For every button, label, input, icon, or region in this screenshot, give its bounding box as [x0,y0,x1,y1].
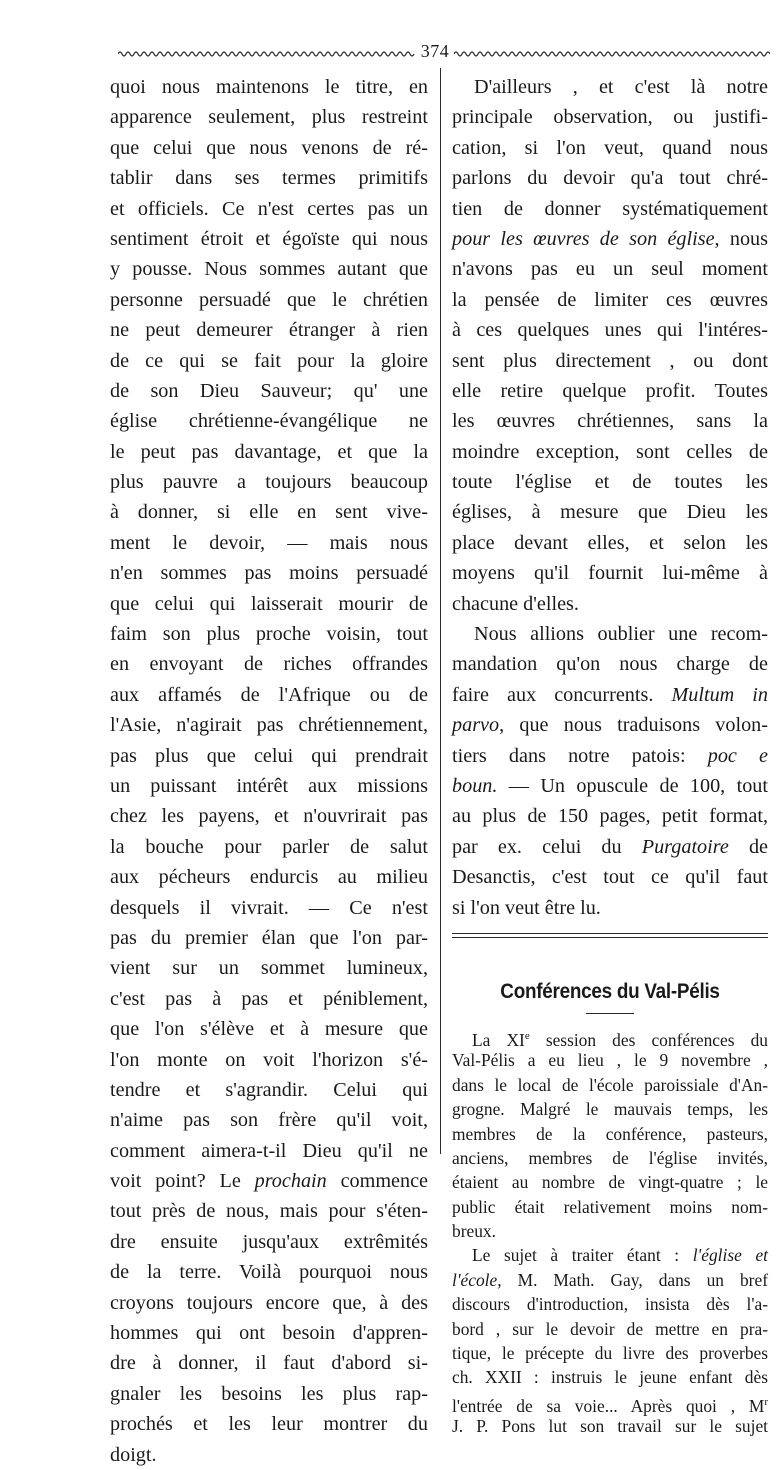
text-line: La XIe session des conférences du [472,1029,768,1050]
right-column [452,72,768,1439]
text-line: plus pauvre a toujours beaucoup [110,471,428,494]
text-line: desquels il vivrait. — Ce n'est [110,896,428,919]
text-line: comment aimera-t-il Dieu qu'il ne [110,1139,428,1162]
text-line: aux pécheurs endurcis au milieu [110,866,428,889]
text-line: que l'on s'élève et à mesure que [110,1018,428,1041]
text-line: personne persuadé que le chrétien [110,288,428,311]
text-line: sent plus directement , ou dont [452,349,768,372]
text-line: tendre et s'agrandir. Celui qui [110,1078,428,1101]
text-line: si l'on veut être lu. [452,896,601,919]
text-line: y pousse. Nous sommes autant que [110,258,428,281]
page-number: 374 [420,41,450,61]
text-line: tablir dans ses termes primitifs [110,167,428,190]
text-line: anciens, membres de l'église invités, [452,1147,768,1168]
text-line: ne peut demeurer étranger à rien [110,319,428,342]
text-line: église chrétienne-évangélique ne [110,410,428,433]
text-line: croyons toujours encore que, à des [110,1291,428,1314]
text-line: pas plus que celui qui prendrait [110,744,428,767]
text-line: tien de donner systématiquement [452,197,768,220]
text-line: parlons du devoir qu'a tout chré- [452,167,768,190]
text-line: sentiment étroit et égoïste qui nous [110,227,428,250]
text-line: prochés et les leur montrer du [110,1413,428,1436]
header-wavy-rule-left [118,49,416,59]
text-line: à donner, si elle en sent vive- [110,501,428,524]
left-column [110,72,428,1470]
text-line: quoi nous maintenons le titre, en [110,76,428,98]
text-line: que celui que nous venons de ré- [110,136,428,159]
text-line: toute l'église et de toutes les [452,471,768,494]
text-line: membres de la conférence, pasteurs, [452,1123,768,1144]
title-underline [586,1013,634,1014]
section-divider [452,931,768,945]
text-line: J. P. Pons lut son travail sur le sujet [452,1416,768,1437]
text-line: que celui qui laisserait mourir de [110,592,428,615]
text-line: tique, le précepte du livre des proverbes [452,1343,768,1364]
text-line: n'avons pas eu un seul moment [452,258,768,281]
text-line: la bouche pour parler de salut [110,835,428,858]
text-line: un puissant intérêt aux missions [110,774,428,797]
text-line: l'école, M. Math. Gay, dans un bref [452,1269,768,1290]
text-line: n'aime pas son frère qu'il voit, [110,1109,428,1132]
text-line: ment le devoir, — mais nous [110,531,428,554]
text-line: bord , sur le devoir de mettre en pra- [452,1318,768,1339]
text-line: Le sujet à traiter étant : l'église et [472,1245,768,1266]
text-line: le peut pas davantage, et que la [110,440,428,463]
text-line: Val-Pélis a eu lieu , le 9 novembre , [452,1050,768,1071]
text-line: chez les payens, et n'ouvrirait pas [110,805,428,828]
text-line: l'Asie, n'agirait pas chrétiennement, [110,714,428,737]
text-line: parvo, que nous traduisons volon- [452,714,768,737]
text-line: hommes qui ont besoin d'appren- [110,1322,428,1345]
column-divider [440,68,441,1154]
text-line: Desanctis, c'est tout ce qu'il faut [452,866,768,889]
text-line: elle retire quelque profit. Toutes [452,379,768,402]
text-line: n'en sommes pas moins persuadé [110,562,428,585]
section-title: Conférences du Val-Pélis [500,979,720,1003]
text-line: moindre exception, sont celles de [452,440,768,463]
text-line: grogne. Malgré le mauvais temps, les [452,1099,768,1120]
text-line: place devant elles, et selon les [452,531,768,554]
text-line: moyens qu'il fournit lui-même à [452,562,768,585]
text-line: Nous allions oublier une recom- [474,623,768,646]
text-line: tout près de nous, mais pour s'éten- [110,1200,428,1223]
text-line: apparence seulement, plus restreint [110,106,428,129]
text-line: D'ailleurs , et c'est là notre [474,76,768,98]
text-line: doigt. [110,1443,157,1466]
header-wavy-rule-right [454,49,770,59]
text-line: cation, si l'on veut, quand nous [452,136,768,159]
text-line: faim son plus proche voisin, tout [110,623,428,646]
running-header [0,37,781,67]
text-line: par ex. celui du Purgatoire de [452,835,769,858]
text-line: public était relativement moins nom- [452,1196,768,1217]
text-line: les œuvres chrétiennes, sans la [452,410,768,433]
text-line: gnaler les besoins les plus rap- [110,1382,428,1405]
text-line: c'est pas à pas et péniblement, [110,987,428,1010]
text-line: de ce qui se fait pour la gloire [110,349,428,372]
text-line: ch. XXII : instruis le jeune enfant dès [452,1367,768,1388]
text-line: tiers dans notre patois: poc e [452,744,769,767]
text-line: à ces quelques unes qui l'intéres- [452,319,768,342]
text-line: de son Dieu Sauveur; qu' une [110,379,428,402]
text-line: pour les œuvres de son église, nous [452,227,768,250]
text-line: voit point? Le prochain commence [110,1170,428,1193]
text-line: l'entrée de sa voie... Après quoi , $M^r$ [452,1395,768,1416]
text-line: de la terre. Voilà pourquoi nous [110,1261,428,1284]
text-line: l'on monte on voit l'horizon s'é- [110,1048,428,1071]
text-line: vient sur un sommet lumineux, [110,957,428,980]
text-line: faire aux concurrents. Multum in [452,683,768,706]
text-line: principale observation, ou justifi- [452,106,768,129]
text-line: dre à donner, il faut d'abord si- [110,1352,428,1375]
text-line: mandation qu'on nous charge de [452,653,768,676]
text-line: boun. — Un opuscule de 100, tout [452,774,768,797]
text-line: chacune d'elles. [452,592,579,615]
text-line: dre ensuite jusqu'aux extrêmités [110,1230,428,1253]
text-line: au plus de 150 pages, petit format, [452,805,768,828]
text-line: dans le local de l'école paroissiale d'An- [452,1074,768,1095]
text-line: en envoyant de riches offrandes [110,653,428,676]
text-line: et officiels. Ce n'est certes pas un [110,197,428,220]
text-line: étaient au nombre de vingt-quatre ; le [452,1172,768,1193]
text-line: la pensée de limiter ces œuvres [452,288,768,311]
text-line: pas du premier élan que l'on par- [110,926,428,949]
text-line: églises, à mesure que Dieu les [452,501,768,524]
text-line: breux. [452,1221,496,1242]
text-line: discours d'introduction, insista dès l'a- [452,1294,768,1315]
text-line: aux affamés de l'Afrique ou de [110,683,428,706]
